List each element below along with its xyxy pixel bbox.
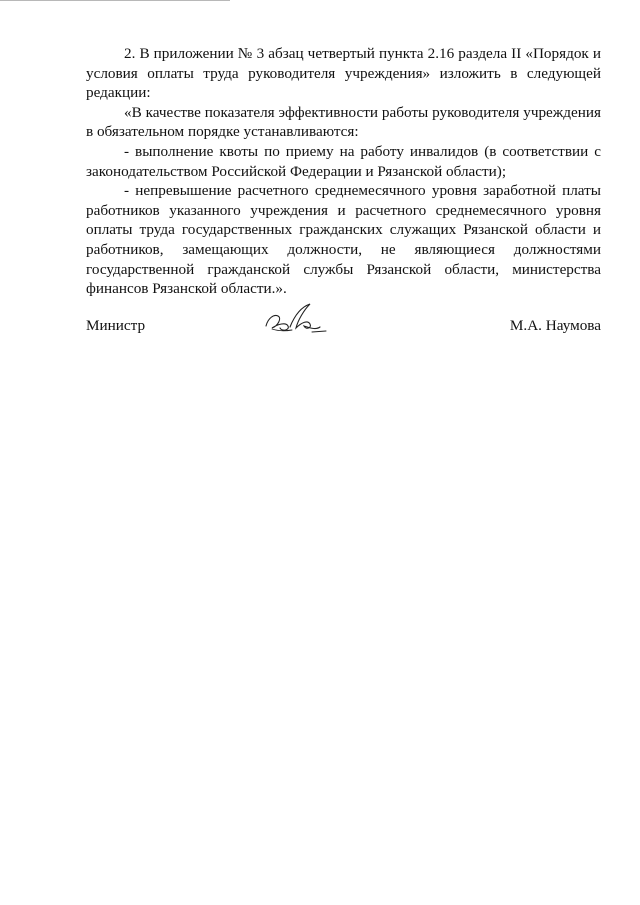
signatory-title: Министр <box>86 317 146 334</box>
signature-block <box>86 300 601 340</box>
paragraph-amendment: 2. В приложении № 3 абзац четвертый пункта 2.16 раздела II «Порядок и условия оплаты труда руководителя учреждения» изложить в следующей редакции: <box>86 45 601 102</box>
handwritten-signature <box>260 300 330 340</box>
document-body <box>86 44 601 299</box>
scan-edge-line <box>0 0 230 1</box>
signatory-name: М.А. Наумова <box>509 317 601 334</box>
paragraph-quote-intro: «В качестве показателя эффективности работы руководителя учреждения в обязательном порядке устанавливаются: <box>86 103 601 141</box>
paragraph-quota-item: - выполнение квоты по приему на работу инвалидов (в соответствии с законодательством Российской Федерации и Рязанской области); <box>86 142 601 180</box>
paragraph-salary-item: - непревышение расчетного среднемесячного уровня заработной платы работников указанного учреждения и расчетного среднемесячного уровня оплаты труда государственных гражданских служащих Рязанской области и работников, замещающих должности, не являющиеся должностями государственной гражданской службы Рязанской области, министерства финансов Рязанской области.». <box>86 182 601 298</box>
